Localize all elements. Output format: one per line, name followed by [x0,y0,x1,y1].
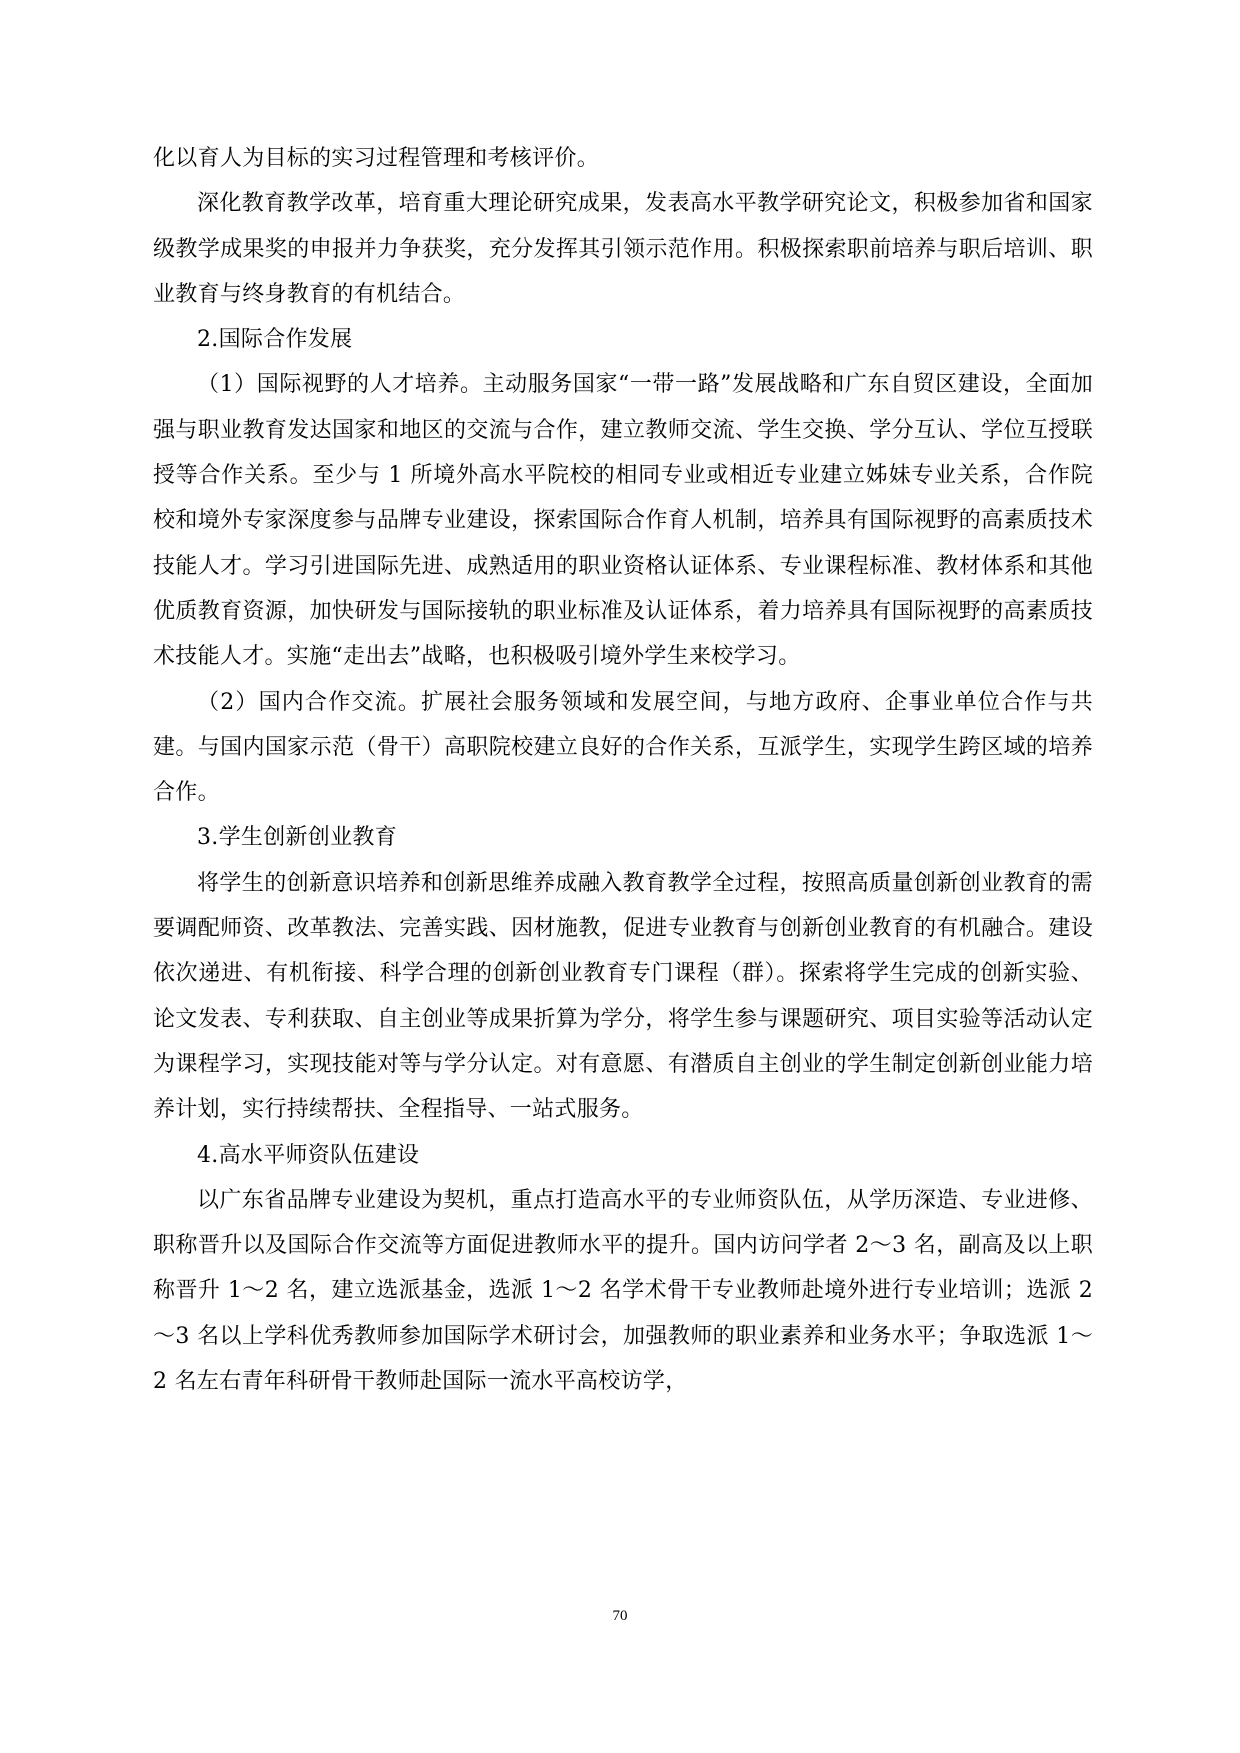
section-heading-international-cooperation: 2.国际合作发展 [197,327,353,353]
section-heading-innovation-education: 3.学生创新创业教育 [197,825,397,851]
page-body [153,136,1093,1404]
paragraph-faculty-building: 以广东省品牌专业建设为契机，重点打造高水平的专业师资队伍，从学历深造、专业进修、职称晋升以及国际合作交流等方面促进教师水平的提升。国内访问学者 2～3 名，副高及以上职称晋升 1～2 名，建立选派基金，选派 1～2 名学术骨干专业教师赴境外进行专业培训；选派 2～3 名以上学科优秀教师参加国际学术研讨会，加强教师的职业素养和业务水平；争取选派 1～2 名左右青年科研骨干教师赴国际一流水平高校访学， [153,1187,1093,1395]
paragraph-international-talent: （1）国际视野的人才培养。主动服务国家“一带一路”发展战略和广东自贸区建设，全面加强与职业教育发达国家和地区的交流与合作，建立教师交流、学生交换、学分互认、学位互授联授等合作关系。至少与 1 所境外高水平院校的相同专业或相近专业建立姊妹专业关系，合作院校和境外专家深度参与品牌专业建设，探索国际合作育人机制，培养具有国际视野的高素质技术技能人才。学习引进国际先进、成熟适用的职业资格认证体系、专业课程标准、教材体系和其他优质教育资源，加快研发与国际接轨的职业标准及认证体系，着力培养具有国际视野的高素质技术技能人才。实施“走出去”战略，也积极吸引境外学生来校学习。 [153,372,1093,670]
section-heading-faculty-building: 4.高水平师资队伍建设 [197,1142,420,1168]
page-number: 70 [612,1608,628,1624]
paragraph-innovation-education: 将学生的创新意识培养和创新思维养成融入教育教学全过程，按照高质量创新创业教育的需要调配师资、改革教法、完善实践、因材施教，促进专业教育与创新创业教育的有机融合。建设依次递进、有机衔接、科学合理的创新创业教育专门课程（群）。探索将学生完成的创新实验、论文发表、专利获取、自主创业等成果折算为学分，将学生参与课题研究、项目实验等活动认定为课程学习，实现技能对等与学分认定。对有意愿、有潜质自主创业的学生制定创新创业能力培养计划，实行持续帮扶、全程指导、一站式服务。 [153,870,1093,1123]
paragraph-teaching-reform: 深化教育教学改革，培育重大理论研究成果，发表高水平教学研究论文，积极参加省和国家级教学成果奖的申报并力争获奖，充分发挥其引领示范作用。积极探索职前培养与职后培训、职业教育与终身教育的有机结合。 [153,191,1093,307]
paragraph-domestic-cooperation: （2）国内合作交流。扩展社会服务领域和发展空间，与地方政府、企事业单位合作与共建。与国内国家示范（骨干）高职院校建立良好的合作关系，互派学生，实现学生跨区域的培养合作。 [153,689,1093,806]
paragraph-intro-continuation: 化以育人为目标的实习过程管理和考核评价。 [153,146,600,171]
